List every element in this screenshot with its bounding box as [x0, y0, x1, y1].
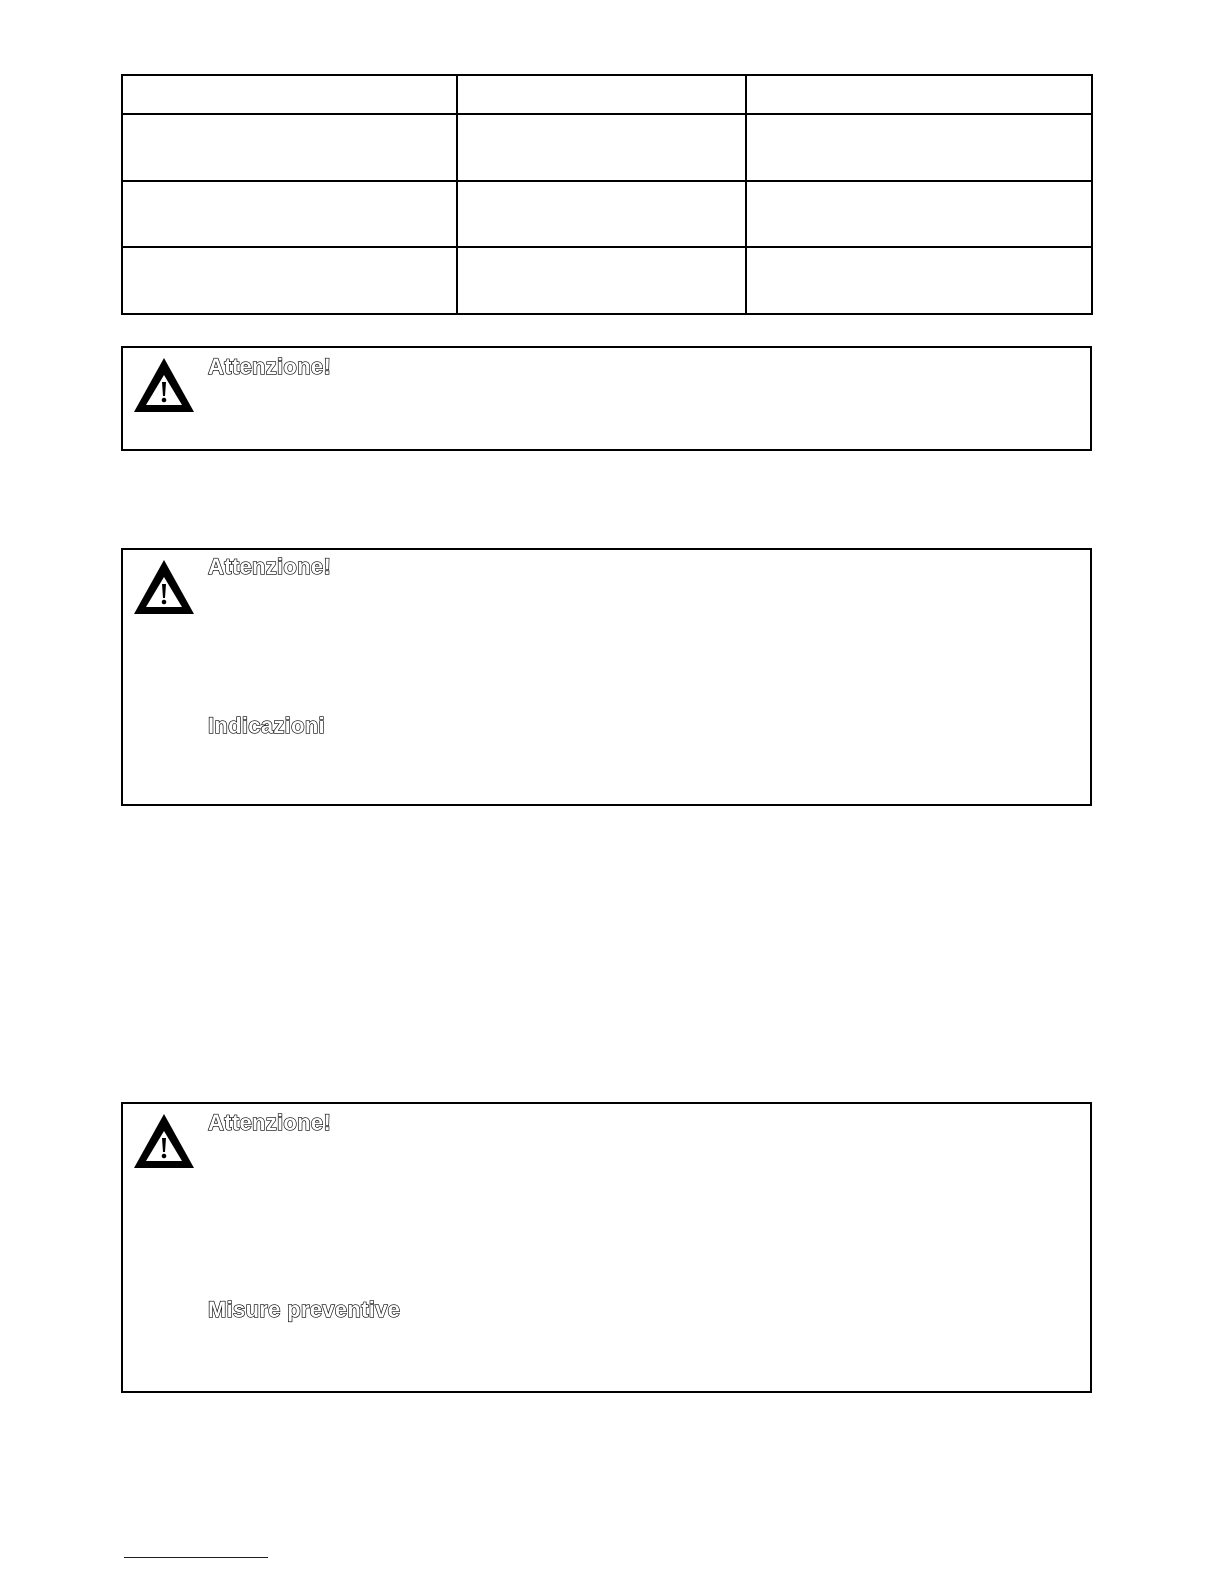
warning-box-2: [121, 548, 1092, 806]
table-cell: [746, 247, 1092, 314]
table-row: [122, 181, 1092, 247]
table-cell: [122, 181, 457, 247]
table-cell: [457, 75, 746, 114]
warning-title: Attenzione!: [208, 354, 332, 379]
table-row: [122, 75, 1092, 114]
warning-box-3: [121, 1102, 1092, 1393]
warning-title: Attenzione!: [208, 554, 332, 579]
table-row: [122, 247, 1092, 314]
warning-box-1: [121, 346, 1092, 451]
footnote-separator: [124, 1557, 268, 1558]
table-cell: [746, 114, 1092, 181]
table-cell: [457, 247, 746, 314]
table-cell: [122, 75, 457, 114]
table-cell: [746, 75, 1092, 114]
table-cell: [122, 114, 457, 181]
warning-triangle-icon: [132, 356, 196, 414]
warning-triangle-icon: [132, 558, 196, 616]
warning-title: Attenzione!: [208, 1110, 332, 1135]
table-cell: [122, 247, 457, 314]
table-cell: [457, 181, 746, 247]
table-cell: [457, 114, 746, 181]
warning-subtitle: Indicazioni: [208, 713, 325, 738]
warning-triangle-icon: [132, 1112, 196, 1170]
table-row: [122, 114, 1092, 181]
empty-table: [121, 74, 1093, 315]
table-cell: [746, 181, 1092, 247]
warning-subtitle: Misure preventive: [208, 1297, 401, 1322]
